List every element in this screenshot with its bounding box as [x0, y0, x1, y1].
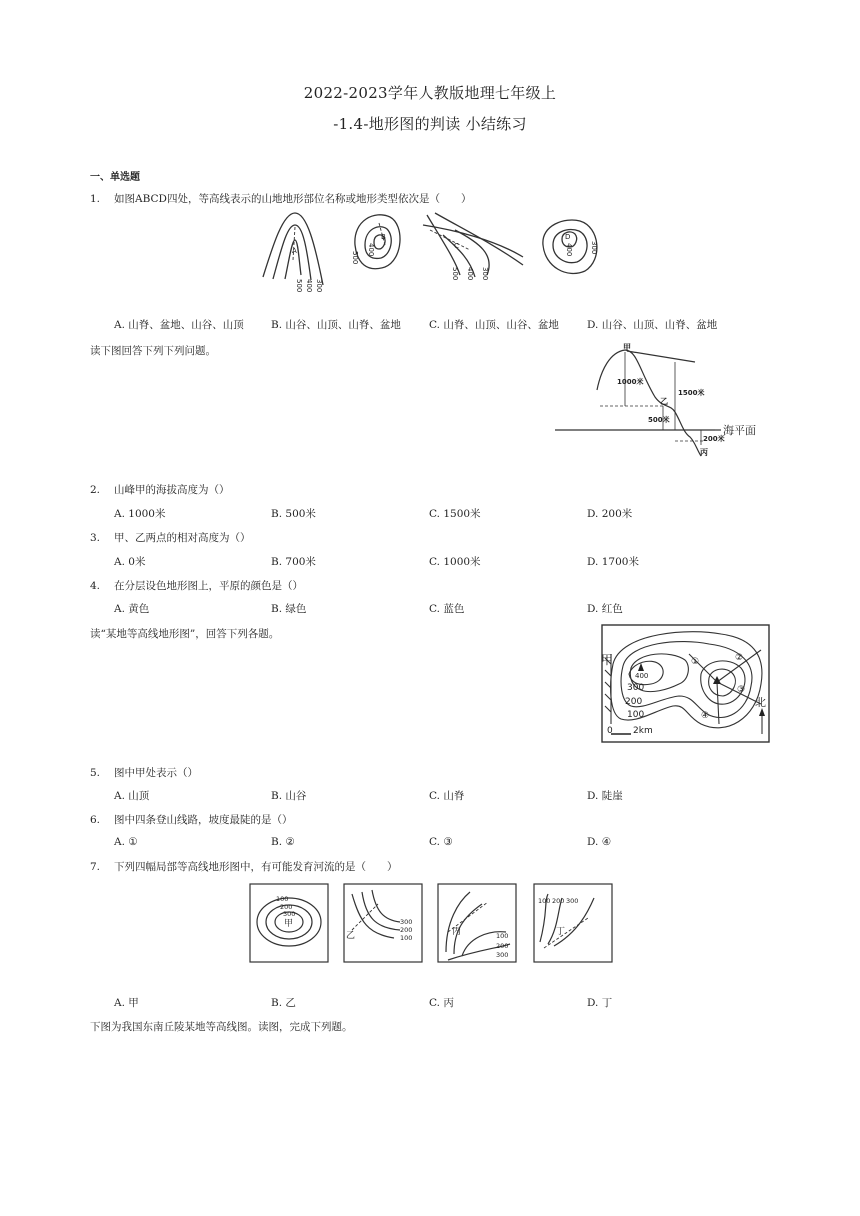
q7-p1-label-100: 100 — [276, 895, 289, 903]
q2-option-b[interactable]: B. 500米 — [271, 508, 316, 520]
question-text: 在分层设色地形图上，平原的颜色是（） — [114, 580, 303, 592]
map-c200: 200 — [625, 697, 643, 707]
q5-option-d[interactable]: D. 陡崖 — [587, 790, 623, 802]
question-number: 6. — [90, 814, 101, 826]
question-number: 7. — [90, 861, 101, 873]
intro-profile: 读下图回答下列下列问题。 — [90, 345, 216, 357]
doc-title-line2: -1.4-地形图的判读 小结练习 — [333, 115, 527, 133]
q1-option-b[interactable]: B. 山谷、山顶、山脊、盆地 — [271, 319, 401, 331]
q7-option-b[interactable]: B. 乙 — [271, 997, 296, 1009]
q2-option-a[interactable]: A. 1000米 — [114, 508, 166, 520]
q3-option-a[interactable]: A. 0米 — [114, 556, 146, 568]
q1-a-label-500: 500 — [295, 279, 303, 293]
q1-label-a: A — [292, 247, 297, 255]
q7-p2-label-200: 200 — [400, 926, 413, 934]
contour-map-figure — [601, 624, 771, 744]
question-text: 甲、乙两点的相对高度为（） — [114, 532, 251, 544]
q3-option-d[interactable]: D. 1700米 — [587, 556, 639, 568]
doc-title-line1: 2022-2023学年人教版地理七年级上 — [303, 84, 557, 102]
profile-figure — [555, 342, 780, 460]
q1-d-label-400: 400 — [565, 243, 573, 257]
question-text: 图中四条登山线路，坡度最陡的是（） — [114, 814, 293, 826]
q7-p4-label-300: 300 — [566, 897, 579, 905]
q6-option-d[interactable]: D. ④ — [587, 836, 612, 848]
q6-option-a[interactable]: A. ① — [114, 836, 138, 848]
q7-p4-label-200: 200 — [552, 897, 565, 905]
question-number: 3. — [90, 532, 101, 544]
q1-option-c[interactable]: C. 山脊、山顶、山谷、盆地 — [429, 319, 559, 331]
profile-yi: 乙 — [660, 397, 668, 406]
question-1 — [90, 191, 471, 206]
profile-bing: 丙 — [700, 448, 708, 457]
question-text: 如图ABCD四处，等高线表示的山地地形部位名称或地形类型依次是（ ） — [114, 193, 472, 205]
question-number: 2. — [90, 484, 101, 496]
q1-b-label-400: 400 — [367, 243, 375, 257]
q7-p3-label-100: 100 — [496, 932, 509, 940]
map-scale-zero: 0 — [607, 726, 613, 736]
q4-option-a[interactable]: A. 黄色 — [114, 603, 150, 615]
profile-h1000: 1000米 — [617, 378, 644, 386]
q7-option-d[interactable]: D. 丁 — [587, 997, 613, 1009]
q1-b-label-500: 500 — [351, 251, 359, 265]
map-route-3: ③ — [737, 685, 746, 695]
map-north: 北 — [755, 696, 766, 709]
question-text: 下列四幅局部等高线地形图中，有可能发育河流的是（ ） — [114, 861, 398, 873]
map-route-1: ① — [691, 657, 700, 667]
question-text: 山峰甲的海拔高度为（） — [114, 484, 230, 496]
q7-p2-label-100: 100 — [400, 934, 413, 942]
q1-label-d: D — [565, 233, 571, 241]
q7-p2-label-300: 300 — [400, 918, 413, 926]
question-6 — [90, 812, 293, 827]
q7-option-c[interactable]: C. 丙 — [429, 997, 454, 1009]
q1-label-b: B — [381, 233, 386, 241]
q1-c-label-400: 400 — [466, 267, 474, 281]
q1-d-label-300: 300 — [590, 241, 598, 255]
q3-option-c[interactable]: C. 1000米 — [429, 556, 481, 568]
question-4 — [90, 578, 303, 593]
q7-p1-label-200: 200 — [280, 903, 293, 911]
q5-option-b[interactable]: B. 山谷 — [271, 790, 307, 802]
map-route-2: ② — [735, 653, 744, 663]
profile-h500: 500米 — [648, 416, 670, 424]
q7-p3-label-200: 200 — [496, 942, 509, 950]
q7-p1-name: 甲 — [284, 919, 294, 929]
profile-h200: 200米 — [703, 435, 725, 443]
map-jia: 甲 — [601, 653, 614, 667]
q7-option-a[interactable]: A. 甲 — [114, 997, 139, 1009]
map-route-4: ④ — [701, 711, 710, 721]
question-number: 5. — [90, 767, 101, 779]
q1-label-c: C — [454, 242, 459, 250]
question-7 — [90, 859, 398, 874]
map-c400: 400 — [635, 672, 649, 680]
q2-option-d[interactable]: D. 200米 — [587, 508, 633, 520]
q7-p4-label-100: 100 — [538, 897, 551, 905]
q4-option-c[interactable]: C. 蓝色 — [429, 603, 465, 615]
profile-sea: 海平面 — [723, 424, 756, 437]
q3-option-b[interactable]: B. 700米 — [271, 556, 316, 568]
question-text: 图中甲处表示（） — [114, 767, 198, 779]
q2-option-c[interactable]: C. 1500米 — [429, 508, 481, 520]
map-c300: 300 — [627, 683, 645, 693]
q5-option-c[interactable]: C. 山脊 — [429, 790, 465, 802]
q5-option-a[interactable]: A. 山顶 — [114, 790, 150, 802]
section-heading: 一、单选题 — [90, 172, 140, 183]
map-c100: 100 — [627, 710, 645, 720]
question-2 — [90, 482, 230, 497]
q1-a-label-300: 300 — [315, 279, 323, 293]
profile-h1500: 1500米 — [678, 389, 705, 397]
q1-option-a[interactable]: A. 山脊、盆地、山谷、山顶 — [114, 319, 244, 331]
intro-hills: 下图为我国东南丘陵某地等高线图。读图，完成下列题。 — [90, 1021, 353, 1033]
q1-contour-figure — [255, 205, 615, 300]
question-3 — [90, 530, 251, 545]
q7-p3-label-300: 300 — [496, 951, 509, 959]
q6-option-b[interactable]: B. ② — [271, 836, 295, 848]
q7-p4-name: 丁 — [556, 927, 566, 937]
q4-option-d[interactable]: D. 红色 — [587, 603, 623, 615]
q6-option-c[interactable]: C. ③ — [429, 836, 453, 848]
question-5 — [90, 765, 198, 780]
question-number: 1. — [90, 193, 101, 205]
intro-map: 读“某地等高线地形图”，回答下列各题。 — [90, 628, 280, 640]
q1-c-label-300: 300 — [481, 267, 489, 281]
profile-jia: 甲 — [623, 343, 631, 352]
q1-c-label-500: 500 — [451, 267, 459, 281]
q7-contour-figure — [248, 882, 618, 964]
q7-p2-name: 乙 — [346, 931, 356, 941]
q7-p3-name: 丙 — [452, 927, 462, 937]
map-scale: 2km — [633, 726, 653, 736]
q1-a-label-400: 400 — [305, 279, 313, 293]
q7-p1-label-300: 300 — [283, 910, 296, 918]
q1-option-d[interactable]: D. 山谷、山顶、山脊、盆地 — [587, 319, 718, 331]
question-number: 4. — [90, 580, 101, 592]
q4-option-b[interactable]: B. 绿色 — [271, 603, 307, 615]
